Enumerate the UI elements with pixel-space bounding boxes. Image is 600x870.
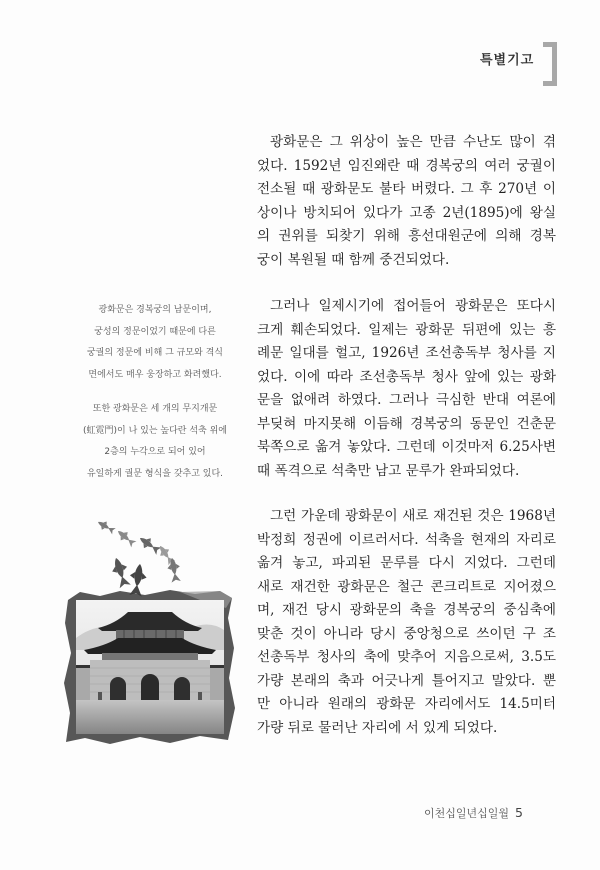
section-label: 특별기고 (480, 53, 535, 68)
sidebar-caption-1 (70, 300, 240, 387)
text-line: 그러나 일제시기에 접어들어 광화문은 또다시 (270, 298, 556, 314)
text-line: 었다. 1592년 임진왜란 때 경복궁의 여러 궁궐이 (257, 157, 556, 174)
text-line: 며, 재건 당시 광화문의 축을 경복궁의 중심축에 (257, 602, 556, 618)
text-line: 례문 일대를 헐고, 1926년 조선총독부 청사를 지 (257, 345, 556, 361)
article-paragraph-1 (257, 131, 556, 272)
caption-line: 광화문은 경복궁의 남문이며, (98, 305, 212, 315)
caption-line: 2층의 누각으로 되어 있어 (104, 447, 206, 458)
text-line: 문을 없애려 하였다. 그러나 극심한 반대 여론에 (257, 392, 556, 408)
text-line: 때 폭격으로 석축만 남고 문루가 완파되었다. (257, 462, 520, 479)
gate-arch (174, 677, 190, 700)
caption-line: 유일하게 궐문 형식을 갖추고 있다. (86, 469, 224, 480)
issue-label: 이천십일년십일월 (424, 807, 510, 820)
text-line: 크게 훼손되었다. 일제는 광화문 뒤편에 있는 흥 (257, 321, 556, 338)
text-line: 옮겨 놓고, 파괴된 문루를 다시 지었다. 그런데 (257, 555, 556, 571)
gate-arch (141, 674, 159, 700)
gate-photo (76, 600, 224, 734)
koi-fish-icon (115, 527, 138, 549)
caption-line: 또한 광화문은 세 개의 무지개문 (92, 404, 218, 414)
koi-fish-icon (109, 556, 133, 589)
caption-line: (虹霓門)이 나 있는 높다란 석축 위에 (83, 425, 227, 436)
text-line: 광화문은 그 위상이 높은 만큼 수난도 많이 겪 (270, 134, 556, 150)
text-line: 부딪혀 마지못해 이듬해 경복궁의 동문인 건춘문 (257, 415, 556, 432)
gate-illustration (60, 508, 240, 748)
caption-line: 궁성의 정문이었기 때문에 다른 (94, 326, 216, 337)
text-line: 새로 재건한 광화문은 철근 콘크리트로 지어졌으 (257, 578, 556, 595)
text-line: 가량 뒤로 물러난 자리에 서 있게 되었다. (257, 719, 498, 736)
article-paragraph-2 (257, 295, 556, 483)
page-footer (424, 804, 523, 823)
text-line: 그런 가운데 광화문이 새로 재건된 것은 1968년 (270, 508, 556, 524)
koi-fish-icon (127, 563, 148, 597)
page-number: 5 (515, 805, 523, 820)
koi-fish-icon (137, 533, 163, 556)
text-line: 가량 본래의 축과 어긋나게 틀어지고 말았다. 뿐 (257, 672, 556, 689)
gate-arch (110, 677, 126, 700)
caption-line: 면에서도 매우 웅장하고 화려했다. (88, 370, 222, 381)
text-line: 만 아니라 원래의 광화문 자리에서도 14.5미터 (257, 696, 556, 712)
text-line: 박정희 정권에 이르러서다. 석축을 현재의 자리로 (257, 531, 556, 548)
text-line: 궁이 복원될 때 함께 중건되었다. (257, 251, 450, 268)
text-line: 상이나 방치되어 있다가 고종 2년(1895)에 왕실 (257, 204, 556, 221)
text-line: 의 권위를 되찾기 위해 흥선대원군에 의해 경복 (257, 228, 556, 244)
text-line: 전소될 때 광화문도 불타 버렸다. 그 후 270년 이 (257, 181, 556, 197)
text-line: 북쪽으로 옮겨 놓았다. 그런데 이것마저 6.25사변 (257, 439, 556, 455)
sidebar-caption-2 (70, 399, 240, 486)
text-line: 맞춘 것이 아니라 당시 중앙청으로 쓰이던 구 조 (257, 625, 556, 642)
text-line: 선총독부 청사의 축에 맞추어 지음으로써, 3.5도 (257, 649, 556, 665)
text-line: 었다. 이에 따라 조선총독부 청사 앞에 있는 광화 (257, 368, 556, 385)
koi-fish-icon (96, 518, 117, 536)
koi-fish-group (96, 518, 183, 597)
article-paragraph-3 (257, 505, 556, 740)
section-bracket (543, 42, 557, 86)
caption-line: 궁궐의 정문에 비해 그 규모와 격식 (86, 348, 224, 359)
